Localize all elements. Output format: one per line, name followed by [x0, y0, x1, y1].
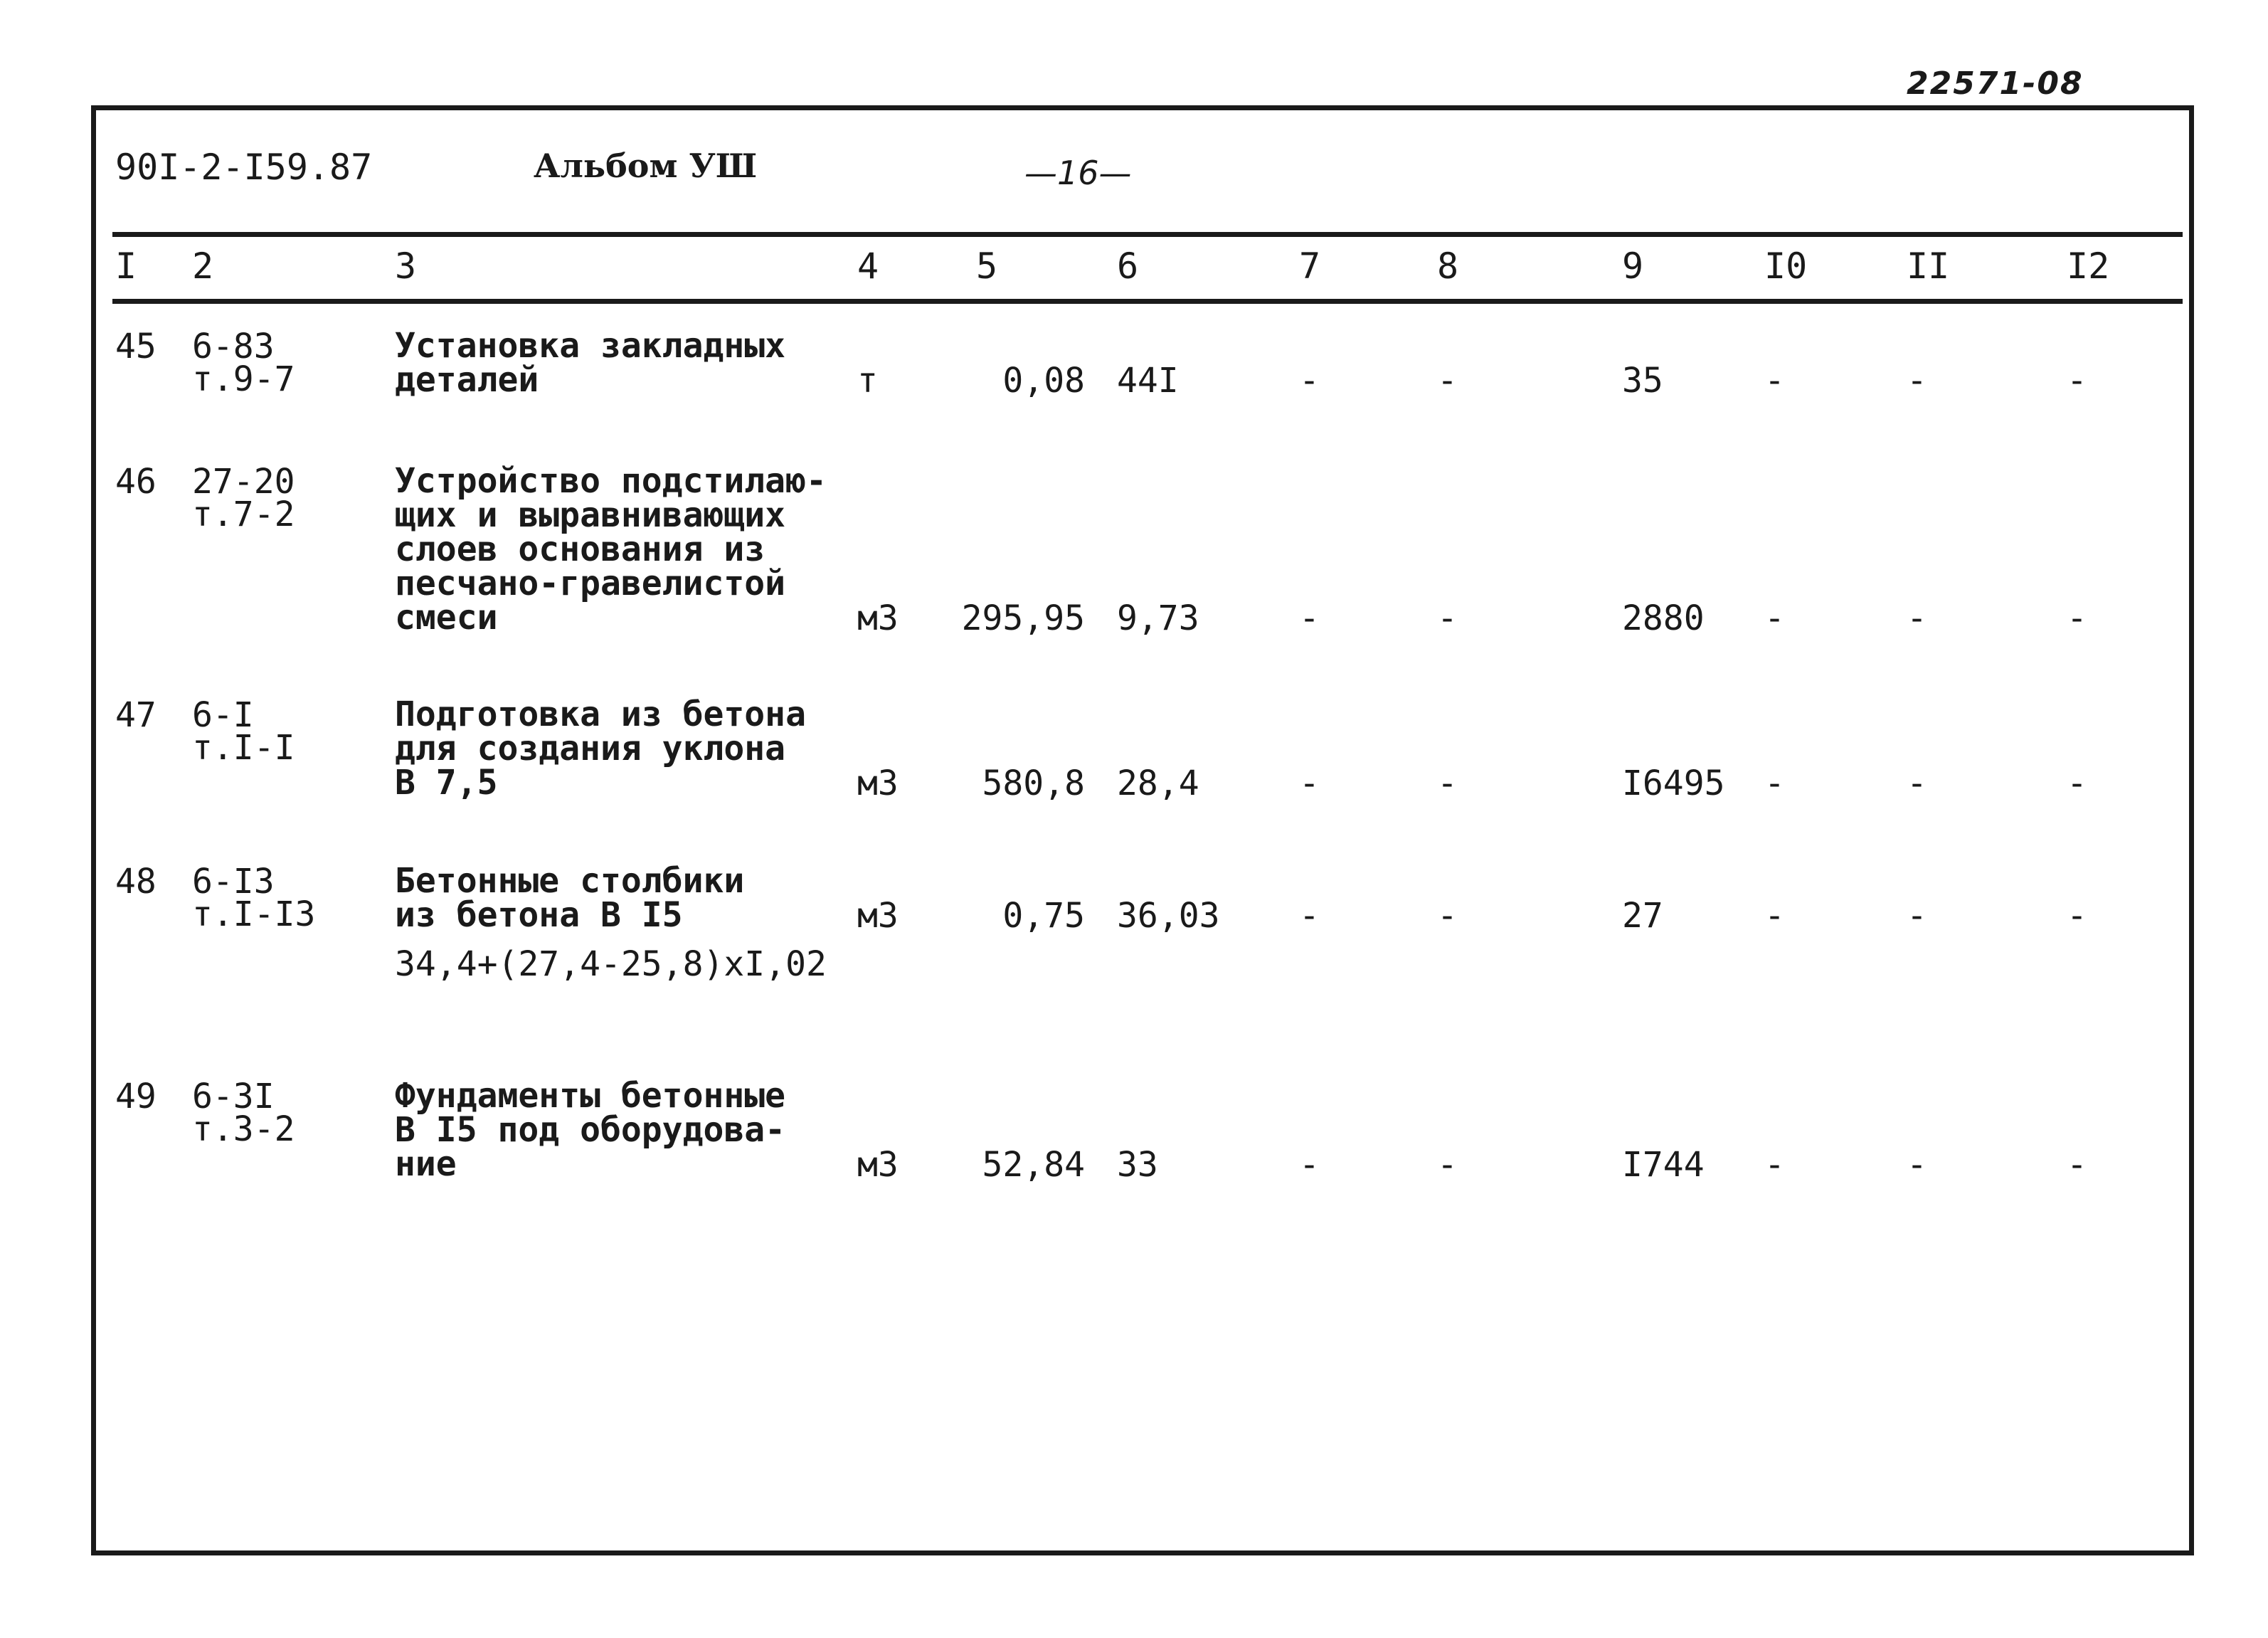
column-12-value: -: [2067, 361, 2087, 401]
work-description-line: из бетона В I5: [395, 895, 683, 935]
column-header-6: 6: [1117, 245, 1139, 287]
column-8-value: -: [1437, 896, 1458, 936]
unit-of-measure: т: [857, 361, 878, 401]
column-header-3: 3: [395, 245, 417, 287]
total-cost-value: I6495: [1622, 763, 1725, 803]
quantity-value: 295,95: [961, 598, 1085, 638]
column-header-9: 9: [1622, 245, 1644, 287]
norm-code: т.3-2: [192, 1109, 295, 1149]
column-7-value: -: [1299, 361, 1320, 401]
column-11-value: -: [1907, 598, 1927, 638]
work-description-line: Подготовка из бетона: [395, 694, 806, 734]
column-header-4: 4: [857, 245, 879, 287]
sheet-reference-number: 22571-08: [1907, 65, 2084, 102]
work-description-line: смеси: [395, 598, 498, 638]
column-11-value: -: [1907, 763, 1927, 803]
header-rule-top: [112, 232, 2183, 237]
column-7-value: -: [1299, 896, 1320, 936]
work-description-line: В I5 под оборудова-: [395, 1110, 786, 1150]
column-11-value: -: [1907, 896, 1927, 936]
work-description-line: Фундаменты бетонные: [395, 1076, 786, 1116]
norm-code: 6-I: [192, 695, 254, 735]
total-cost-value: I744: [1622, 1145, 1705, 1185]
column-header-8: 8: [1437, 245, 1459, 287]
unit-of-measure: м3: [857, 763, 899, 803]
norm-code: т.7-2: [192, 495, 295, 534]
work-description-line: слоев основания из: [395, 529, 765, 569]
norm-code: т.9-7: [192, 359, 295, 399]
header-rule-bottom: [112, 299, 2183, 304]
unit-price-value: 28,4: [1117, 763, 1199, 803]
column-header-10: I0: [1764, 245, 1808, 287]
row-number: 45: [115, 327, 157, 366]
quantity-value: 0,08: [1002, 361, 1085, 401]
quantity-value: 580,8: [982, 763, 1085, 803]
document-code: 90I-2-I59.87: [115, 147, 373, 188]
unit-price-value: 36,03: [1117, 896, 1220, 936]
work-description-line: ние: [395, 1144, 457, 1184]
row-number: 46: [115, 462, 157, 502]
column-11-value: -: [1907, 361, 1927, 401]
column-header-5: 5: [976, 245, 998, 287]
work-description-line: Устройство подстилаю-: [395, 461, 827, 501]
column-12-value: -: [2067, 763, 2087, 803]
norm-code: т.I-I: [192, 728, 295, 768]
norm-code: 6-83: [192, 327, 275, 366]
row-number: 49: [115, 1077, 157, 1116]
work-description-line: Бетонные столбики: [395, 861, 745, 901]
unit-price-value: 33: [1117, 1145, 1158, 1185]
column-12-value: -: [2067, 1145, 2087, 1185]
calculation-formula: 34,4+(27,4-25,8)xI,02: [395, 944, 827, 984]
norm-code: т.I-I3: [192, 894, 316, 934]
row-number: 48: [115, 862, 157, 902]
column-header-1: I: [115, 245, 137, 287]
sheet-frame: [91, 105, 2194, 1555]
column-11-value: -: [1907, 1145, 1927, 1185]
work-description-line: щих и выравнивающих: [395, 495, 786, 535]
work-description-line: Установка закладных: [395, 326, 786, 366]
quantity-value: 0,75: [1002, 896, 1085, 936]
column-header-7: 7: [1299, 245, 1321, 287]
unit-of-measure: м3: [857, 1145, 899, 1185]
total-cost-value: 2880: [1622, 598, 1705, 638]
column-7-value: -: [1299, 1145, 1320, 1185]
total-cost-value: 27: [1622, 896, 1663, 936]
unit-price-value: 44I: [1117, 361, 1179, 401]
total-cost-value: 35: [1622, 361, 1663, 401]
norm-code: 6-3I: [192, 1077, 275, 1116]
column-8-value: -: [1437, 361, 1458, 401]
quantity-value: 52,84: [982, 1145, 1085, 1185]
column-header-2: 2: [192, 245, 214, 287]
work-description-line: В 7,5: [395, 763, 498, 803]
norm-code: 6-I3: [192, 862, 275, 902]
column-7-value: -: [1299, 598, 1320, 638]
column-10-value: -: [1764, 1145, 1785, 1185]
column-8-value: -: [1437, 1145, 1458, 1185]
column-12-value: -: [2067, 896, 2087, 936]
unit-of-measure: м3: [857, 896, 899, 936]
column-10-value: -: [1764, 361, 1785, 401]
norm-code: 27-20: [192, 462, 295, 502]
row-number: 47: [115, 695, 157, 735]
column-header-12: I2: [2067, 245, 2110, 287]
unit-price-value: 9,73: [1117, 598, 1199, 638]
album-title: Альбом УШ: [534, 147, 758, 185]
column-12-value: -: [2067, 598, 2087, 638]
column-10-value: -: [1764, 598, 1785, 638]
work-description-line: деталей: [395, 360, 539, 400]
column-8-value: -: [1437, 763, 1458, 803]
column-10-value: -: [1764, 896, 1785, 936]
column-header-11: II: [1907, 245, 1950, 287]
work-description-line: для создания уклона: [395, 729, 786, 768]
work-description-line: песчано-гравелистой: [395, 564, 786, 603]
unit-of-measure: м3: [857, 598, 899, 638]
page-number: —16—: [1024, 154, 1132, 192]
column-7-value: -: [1299, 763, 1320, 803]
column-10-value: -: [1764, 763, 1785, 803]
column-8-value: -: [1437, 598, 1458, 638]
